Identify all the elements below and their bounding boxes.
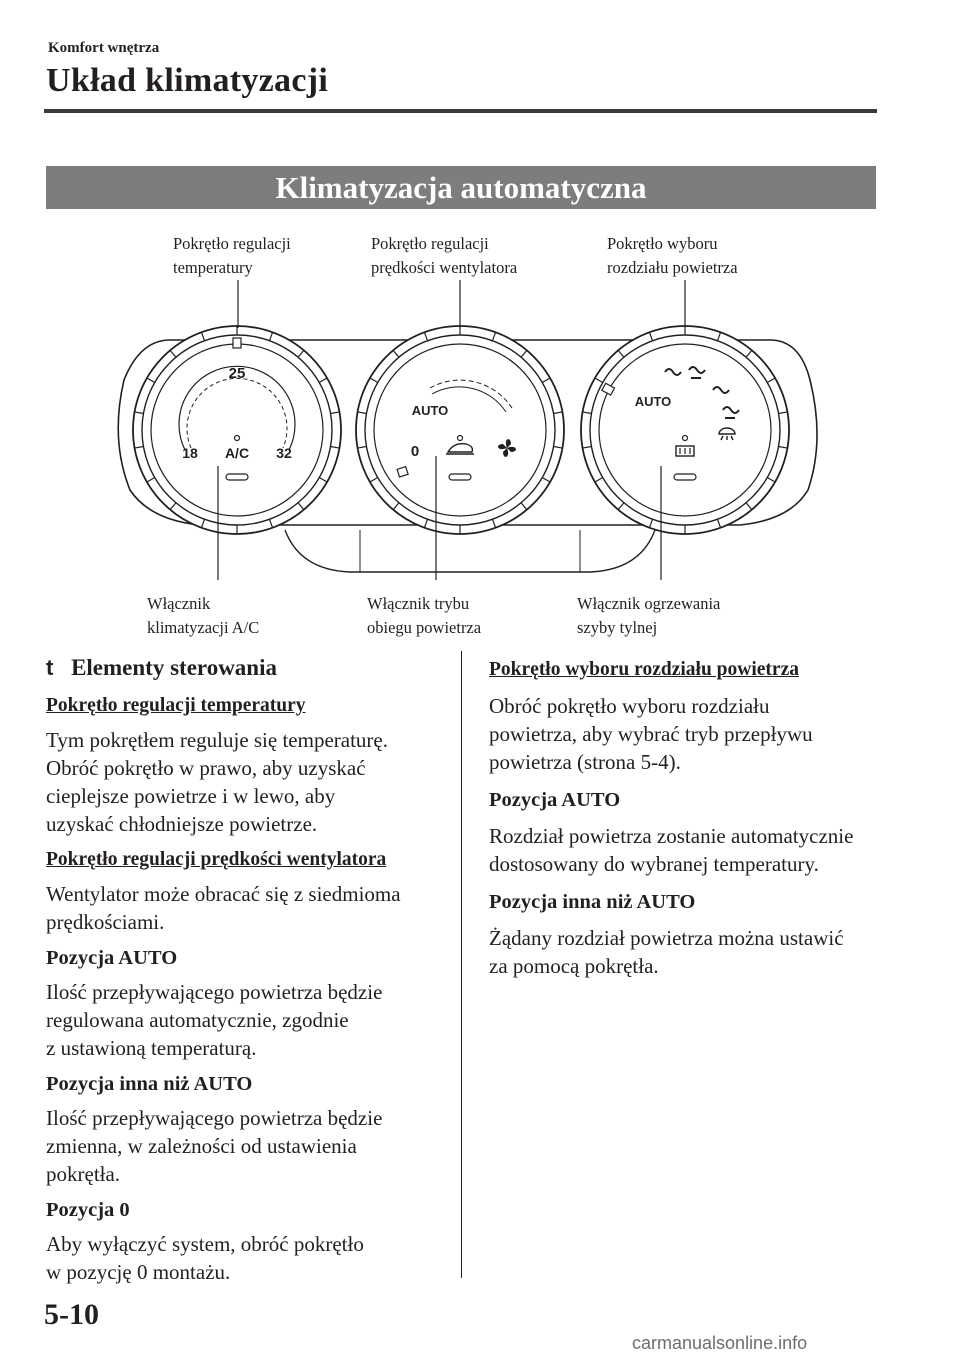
callout-line: Pokrętło regulacji <box>371 234 489 253</box>
text-line: Aby wyłączyć system, obróć pokrętło <box>46 1232 364 1256</box>
callout-line: obiegu powietrza <box>367 618 482 637</box>
callout-fan-speed-knob <box>371 232 517 280</box>
callout-air-distribution-knob <box>607 232 738 280</box>
mode-manual-heading: Pozycja inna niż AUTO <box>489 891 696 913</box>
temp-label-25: 25 <box>228 365 246 382</box>
heading-rule <box>44 109 877 113</box>
controls-section-label: Elementy sterowania <box>71 655 277 680</box>
temperature-knob[interactable] <box>133 326 341 534</box>
watermark-text: carmanualsonline.info <box>632 1333 808 1353</box>
fan-speed-knob[interactable] <box>356 326 564 534</box>
fan-zero-paragraph <box>46 1230 446 1286</box>
panel-lower-lip <box>285 530 655 572</box>
callout-line: szyby tylnej <box>577 618 658 637</box>
text-line: za pomocą pokrętła. <box>489 954 659 978</box>
fan-zero-label: 0 <box>410 443 420 460</box>
dial-pointer-mark <box>233 338 241 348</box>
callout-line: Pokrętło wyboru <box>607 234 718 253</box>
fan-auto-paragraph <box>46 978 446 1062</box>
callout-ac-switch <box>147 592 259 640</box>
text-line: prędkościami. <box>46 910 165 934</box>
recirculation-button[interactable] <box>449 474 471 480</box>
text-line: cieplejsze powietrze i w lewo, aby <box>46 784 336 808</box>
text-line: zmienna, w zależności od ustawienia <box>46 1134 357 1158</box>
climate-control-panel-diagram <box>110 280 830 580</box>
mode-knob-paragraph <box>489 692 889 776</box>
column-divider <box>461 651 462 1278</box>
text-line: Rozdział powietrza zostanie automatycznie <box>489 824 854 848</box>
rear-defrost-button[interactable] <box>674 474 696 480</box>
fan-manual-paragraph <box>46 1104 446 1188</box>
mode-knob-heading: Pokrętło wyboru rozdziału powietrza <box>489 659 799 680</box>
temp-knob-paragraph <box>46 726 446 838</box>
text-line: Ilość przepływającego powietrza będzie <box>46 1106 383 1130</box>
callout-line: Pokrętło regulacji <box>173 234 291 253</box>
callout-recirculation-switch <box>367 592 481 640</box>
fan-zero-heading: Pozycja 0 <box>46 1199 130 1221</box>
mode-auto-heading: Pozycja AUTO <box>489 789 621 811</box>
mode-auto-label: AUTO <box>634 394 672 409</box>
callout-line: Włącznik ogrzewania <box>577 594 721 613</box>
left-column <box>46 654 446 1286</box>
ac-button[interactable] <box>226 474 248 480</box>
text-line: Tym pokrętłem reguluje się temperaturę. <box>46 728 388 752</box>
text-line: regulowana automatycznie, zgodnie <box>46 1008 349 1032</box>
fan-knob-paragraph <box>46 880 446 936</box>
text-line: Obróć pokrętło w prawo, aby uzyskać <box>46 756 366 780</box>
text-line: z ustawioną temperaturą. <box>46 1036 257 1060</box>
text-line: powietrza (strona 5-4). <box>489 750 681 774</box>
controls-section-title <box>46 654 446 682</box>
temp-knob-heading: Pokrętło regulacji temperatury <box>46 695 306 716</box>
text-line: powietrza, aby wybrać tryb przepływu <box>489 722 813 746</box>
text-line: Żądany rozdział powietrza można ustawić <box>489 926 844 950</box>
temp-label-32: 32 <box>276 445 292 461</box>
callout-temperature-knob <box>173 232 291 280</box>
section-banner: Klimatyzacja automatyczna <box>46 166 876 209</box>
fan-knob-heading: Pokrętło regulacji prędkości wentylatora <box>46 849 387 870</box>
text-line: Obróć pokrętło wyboru rozdziału <box>489 694 770 718</box>
page-title: Układ klimatyzacji <box>46 62 329 99</box>
fan-auto-label: AUTO <box>411 403 449 418</box>
text-line: dostosowany do wybranej temperatury. <box>489 852 819 876</box>
mode-auto-paragraph <box>489 822 889 878</box>
callout-line: rozdziału powietrza <box>607 258 738 277</box>
text-line: Wentylator może obracać się z siedmioma <box>46 882 401 906</box>
ac-label: A/C <box>224 445 250 461</box>
callout-line: prędkości wentylatora <box>371 258 518 277</box>
callout-rear-defrost-switch <box>577 592 720 640</box>
mode-manual-paragraph <box>489 924 889 980</box>
callout-line: Włącznik trybu <box>367 594 470 613</box>
page-number: 5-10 <box>44 1298 99 1331</box>
text-line: pokrętła. <box>46 1162 121 1186</box>
text-line: uzyskać chłodniejsze powietrze. <box>46 812 318 836</box>
right-column <box>489 656 889 980</box>
fan-auto-heading: Pozycja AUTO <box>46 947 178 969</box>
fan-manual-heading: Pozycja inna niż AUTO <box>46 1073 253 1095</box>
air-distribution-knob[interactable] <box>581 326 789 534</box>
temp-label-18: 18 <box>182 445 198 461</box>
section-kicker: Komfort wnętrza <box>48 40 160 56</box>
text-line: Ilość przepływającego powietrza będzie <box>46 980 383 1004</box>
callout-line: Włącznik <box>147 594 211 613</box>
callout-line: temperatury <box>173 258 253 277</box>
callout-line: klimatyzacji A/C <box>147 618 260 637</box>
section-bullet-icon: t <box>46 655 54 680</box>
text-line: w pozycję 0 montażu. <box>46 1260 231 1284</box>
